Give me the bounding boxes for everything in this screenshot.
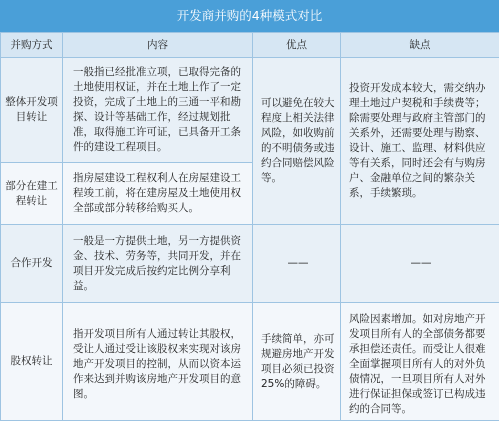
cons-cell: 投资开发成本较大，需交纳办理土地过户契税和手续费等；除需要处理与政府主管部门的关系外，还需要处理与勘察、设计、施工、监理、材料供应等有关系，同时还会有与购房户、金融单位之间的繁杂关系，手续繁琐。: [341, 58, 499, 225]
comparison-table: [0, 32, 499, 421]
pros-cell: ——: [253, 225, 341, 303]
cons-cell: 风险因素增加。如对房地产开发项目所有人的全部债务都要承担偿还责任。而受让人很难全面掌握项目所有人的对外负债情况，一旦项目所有人对外进行保证担保或签订已构成违约的合同等。: [341, 303, 499, 421]
content-cell: 一般是一方提供土地，另一方提供资金、技术、劳务等，共同开发，并在项目开发完成后按约定比例分享利益。: [63, 225, 253, 303]
table-row: [1, 303, 499, 421]
header-content: 内容: [63, 33, 253, 58]
content-cell: 一般指已经批准立项，已取得完备的土地使用权证，并在土地上作了一定投资，完成了土地上的三通一平和勘探、设计等基础工作，经过规划批准，取得施工许可证，已具备开工条件的建设工程项目。: [63, 58, 253, 163]
pros-cell: 手续简单，亦可规避房地产开发项目必须已投资25%的障碍。: [253, 303, 341, 421]
header-pros: 优点: [253, 33, 341, 58]
header-cons: 缺点: [341, 33, 499, 58]
content-cell: 指开发项目所有人通过转让其股权，受让人通过受让该股权来实现对该房地产开发项目的控制，从而以资本运作来达到并购该房地产开发项目的意图。: [63, 303, 253, 421]
method-cell: 股权转让: [1, 303, 63, 421]
method-cell: 合作开发: [1, 225, 63, 303]
method-cell: 部分在建工程转让: [1, 163, 63, 225]
table-title: 开发商并购的4种模式对比: [0, 0, 499, 32]
pros-cell: 可以避免在较大程度上相关法律风险，如收购前的不明债务或违约合同赔偿风险等。: [253, 58, 341, 225]
header-method: 并购方式: [1, 33, 63, 58]
table-row: [1, 225, 499, 303]
table-row: [1, 58, 499, 163]
cons-cell: ——: [341, 225, 499, 303]
method-cell: 整体开发项目转让: [1, 58, 63, 163]
header-row: [1, 33, 499, 58]
content-cell: 指房屋建设工程权利人在房屋建设工程竣工前，将在建房屋及土地使用权全部或部分转移给购买人。: [63, 163, 253, 225]
